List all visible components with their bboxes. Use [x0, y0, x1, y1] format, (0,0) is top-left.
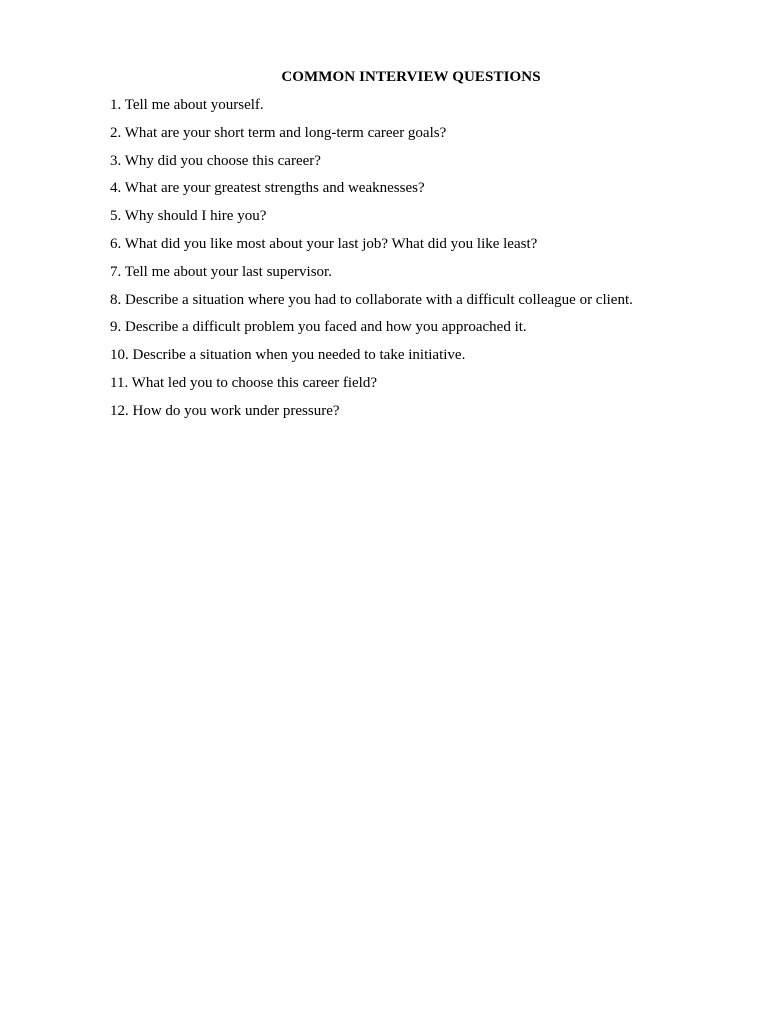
question-item: 11. What led you to choose this career field? — [110, 374, 377, 391]
question-item: 9. Describe a difficult problem you faced and how you approached it. — [110, 319, 527, 336]
question-item: 8. Describe a situation where you had to collaborate with a difficult colleague or client. — [110, 291, 633, 308]
question-list — [110, 95, 730, 429]
question-item: 5. Why should I hire you? — [110, 208, 267, 225]
question-item: 6. What did you like most about your last job? What did you like least? — [110, 235, 538, 252]
question-item: 4. What are your greatest strengths and weaknesses? — [110, 180, 425, 197]
question-item: 1. Tell me about yourself. — [110, 97, 264, 113]
question-item: 7. Tell me about your last supervisor. — [110, 263, 332, 280]
document-title: COMMON INTERVIEW QUESTIONS — [281, 69, 541, 85]
question-item: 12. How do you work under pressure? — [110, 402, 340, 419]
question-item: 2. What are your short term and long-term career goals? — [110, 124, 447, 141]
question-item: 3. Why did you choose this career? — [110, 152, 321, 169]
question-item: 10. Describe a situation when you needed to take initiative. — [110, 347, 466, 364]
